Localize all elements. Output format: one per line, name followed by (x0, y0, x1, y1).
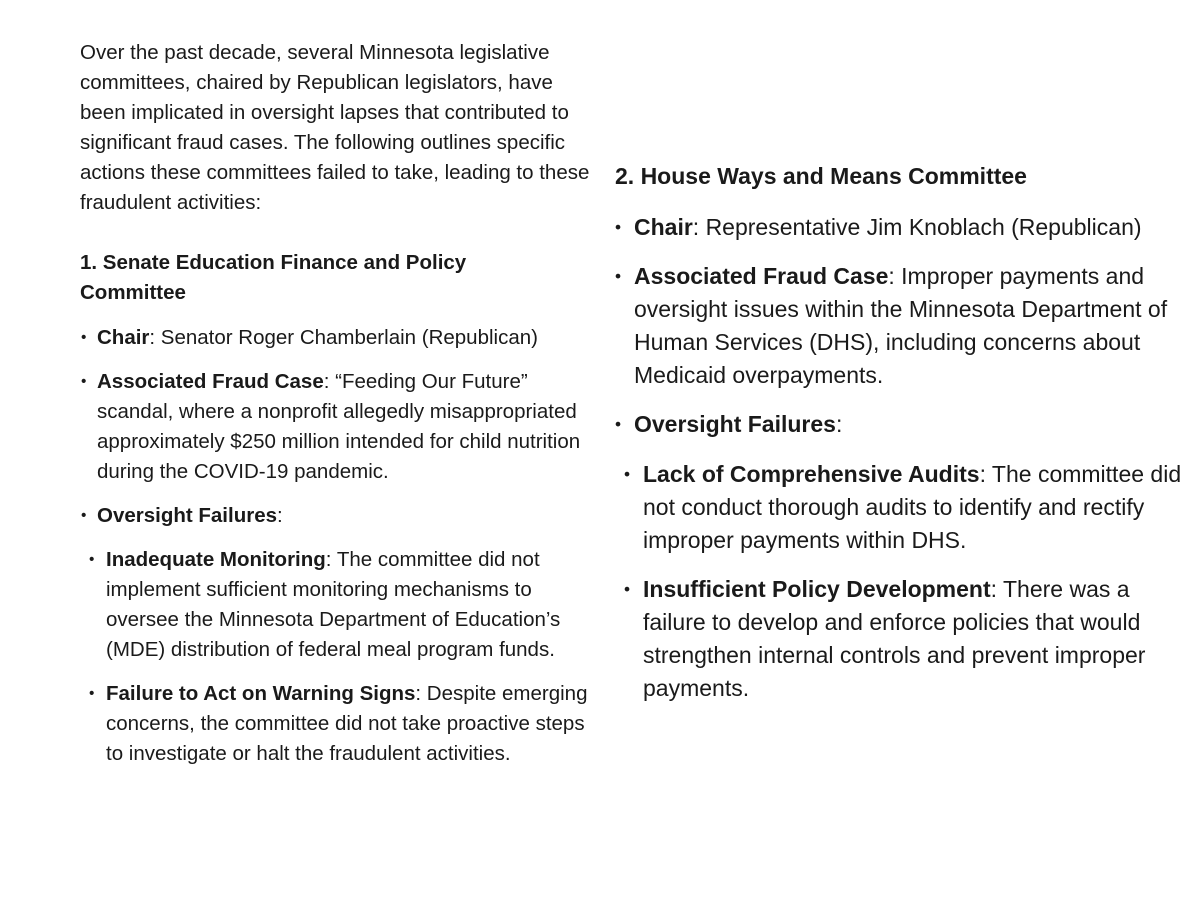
chair-value: : Senator Roger Chamberlain (Republican) (149, 326, 538, 349)
fraud-case-item (80, 367, 600, 487)
failure-text: : Despite emerging concerns, the committee did not take proactive steps to investigate or halt the fraudulent activities. (106, 682, 588, 765)
fraud-case-label: Associated Fraud Case (634, 263, 889, 289)
fraud-case-value: : Improper payments and oversight issues within the Minnesota Department of Human Services (DHS), including concerns about Medicaid overpayments. (634, 263, 1168, 388)
chair-value: : Representative Jim Knoblach (Republican) (692, 214, 1142, 240)
fraud-case-value: : “Feeding Our Future” scandal, where a nonprofit allegedly misappropriated approximately $250 million intended for child nutrition during the COVID-19 pandemic. (97, 370, 581, 483)
failure-text: : The committee did not conduct thorough audits to identify and rectify improper payments within DHS. (643, 461, 1182, 553)
chair-label: Chair (97, 326, 150, 349)
chair-item (80, 323, 600, 353)
failure-item (615, 458, 1185, 557)
section-title-house-ways-means: 2. House Ways and Means Committee (615, 163, 1027, 189)
failure-item (615, 573, 1185, 705)
fraud-case-label: Associated Fraud Case (97, 370, 324, 393)
oversight-colon: : (277, 504, 283, 527)
failure-item (80, 545, 600, 665)
failure-label: Inadequate Monitoring (106, 548, 326, 571)
oversight-failures-item (80, 501, 600, 769)
fraud-case-item (615, 260, 1185, 392)
failure-label: Failure to Act on Warning Signs (106, 682, 416, 705)
oversight-failures-list (615, 458, 1185, 705)
house-committee-bullets (615, 211, 1185, 705)
oversight-failures-item (615, 408, 1185, 705)
failure-item (80, 679, 600, 769)
failure-label: Insufficient Policy Development (643, 576, 991, 602)
failure-text: : There was a failure to develop and enforce policies that would strengthen internal controls and prevent improper payments. (643, 576, 1146, 701)
failure-text: : The committee did not implement sufficient monitoring mechanisms to oversee the Minnesota Department of Education’s (MDE) distribution of federal meal program funds. (106, 548, 561, 661)
oversight-failures-label: Oversight Failures (634, 411, 836, 437)
section-title-senate-education: 1. Senate Education Finance and Policy Committee (80, 251, 467, 304)
oversight-failures-list (80, 545, 600, 769)
oversight-failures-label: Oversight Failures (97, 504, 278, 527)
chair-label: Chair (634, 214, 693, 240)
chair-item (615, 211, 1185, 244)
oversight-colon: : (835, 411, 843, 437)
senate-committee-bullets (80, 323, 600, 769)
failure-label: Lack of Comprehensive Audits (643, 461, 980, 487)
intro-paragraph: Over the past decade, several Minnesota legislative committees, chaired by Republican legislators, have been implicated in oversight lapses that contributed to significant fraud cases. The following outlines specific actions these committees failed to take, leading to these fraudulent activities: (80, 41, 590, 214)
